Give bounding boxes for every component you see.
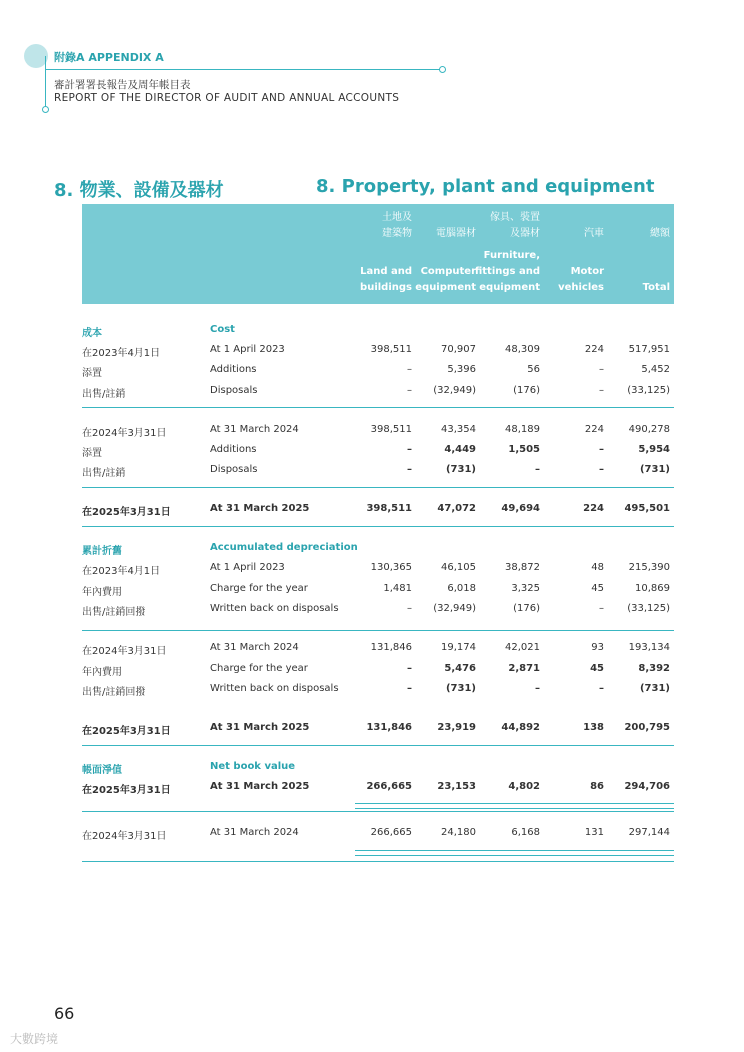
watermark: 大數跨境 [10, 1032, 59, 1046]
table-cell: 3,325 [511, 583, 540, 594]
row-label-en: Cost [210, 324, 235, 335]
row-label-en: At 31 March 2025 [210, 722, 310, 733]
table-cell: 5,954 [638, 444, 670, 455]
table-cell: 138 [583, 722, 604, 733]
table-cell: 24,180 [441, 827, 476, 838]
table-cell: (731) [445, 683, 476, 694]
table-cell: (32,949) [433, 385, 476, 396]
table-cell: 1,481 [383, 583, 412, 594]
row-label-zh: 在2024年3月31日 [82, 831, 167, 842]
table-cell: – [599, 444, 604, 455]
table-cell: 131 [584, 827, 604, 838]
table-cell: 200,795 [624, 722, 670, 733]
header-horizontal-rule [45, 69, 441, 70]
table-cell: (33,125) [627, 603, 670, 614]
table-cell: 5,452 [641, 364, 670, 375]
table-cell: – [535, 683, 540, 694]
row-label-en: At 31 March 2025 [210, 781, 310, 792]
row-label-zh: 在2024年3月31日 [82, 428, 167, 439]
table-cell: – [535, 464, 540, 475]
table-cell: (731) [445, 464, 476, 475]
row-label-en: Additions [210, 444, 257, 455]
table-cell: 44,892 [501, 722, 540, 733]
table-cell: 49,694 [501, 503, 540, 514]
column-header-en: Motor vehicles [558, 266, 604, 293]
table-cell: 5,476 [444, 663, 476, 674]
table-header [82, 204, 674, 304]
table-rule [82, 487, 674, 488]
row-label-zh: 在2025年3月31日 [82, 507, 171, 518]
row-label-en: At 31 March 2024 [210, 827, 299, 838]
section-title-zh: 8. 物業、設備及器材 [54, 180, 224, 201]
table-cell: 23,153 [437, 781, 476, 792]
table-cell: (33,125) [627, 385, 670, 396]
table-cell: 86 [590, 781, 604, 792]
table-cell: 266,665 [370, 827, 412, 838]
row-label-zh: 在2025年3月31日 [82, 726, 171, 737]
table-cell: 8,392 [638, 663, 670, 674]
header-vertical-dot [42, 106, 49, 113]
table-rule [82, 861, 674, 862]
row-label-en: Net book value [210, 761, 296, 772]
double-underline [355, 850, 674, 851]
table-cell: 5,396 [447, 364, 476, 375]
table-cell: 224 [584, 344, 604, 355]
table-cell: 398,511 [366, 503, 412, 514]
table-cell: (731) [639, 683, 670, 694]
row-label-zh: 出售/註銷回撥 [82, 607, 146, 618]
table-cell: 517,951 [628, 344, 670, 355]
table-cell: (176) [513, 603, 540, 614]
table-cell: 266,665 [366, 781, 412, 792]
table-rule [82, 526, 674, 527]
row-label-en: Disposals [210, 385, 258, 396]
table-cell: 93 [591, 642, 604, 653]
column-header-en: Computer equipment [415, 266, 476, 293]
table-cell: 23,919 [437, 722, 476, 733]
column-header-en: Total [642, 282, 670, 293]
row-label-zh: 在2024年3月31日 [82, 646, 167, 657]
table-cell: 38,872 [505, 562, 540, 573]
table-cell: 19,174 [441, 642, 476, 653]
header-report-title-en: REPORT OF THE DIRECTOR OF AUDIT AND ANNUAL ACCOUNTS [54, 92, 400, 104]
table-cell: 297,144 [628, 827, 670, 838]
table-cell: – [407, 603, 412, 614]
row-label-en: At 31 March 2024 [210, 642, 299, 653]
row-label-zh: 添置 [82, 448, 102, 459]
section-title-en: 8. Property, plant and equipment [316, 176, 655, 197]
table-cell: 48 [591, 562, 604, 573]
row-label-zh: 出售/註銷 [82, 389, 126, 400]
column-header-zh: 汽車 [584, 228, 604, 239]
row-label-zh: 在2023年4月1日 [82, 566, 161, 577]
row-label-zh: 出售/註銷回撥 [82, 687, 146, 698]
table-cell: 398,511 [370, 424, 412, 435]
table-cell: – [407, 663, 412, 674]
table-cell: – [599, 464, 604, 475]
table-cell: – [599, 364, 604, 375]
row-label-en: At 31 March 2024 [210, 424, 299, 435]
table-cell: 1,505 [508, 444, 540, 455]
table-cell: – [599, 683, 604, 694]
row-label-zh: 在2025年3月31日 [82, 785, 171, 796]
row-label-zh: 在2023年4月1日 [82, 348, 161, 359]
double-underline [355, 808, 674, 809]
row-label-zh: 累計折舊 [82, 546, 122, 557]
table-cell: (176) [513, 385, 540, 396]
table-rule [82, 407, 674, 408]
table-cell: 6,018 [447, 583, 476, 594]
table-rule [82, 630, 674, 631]
table-rule [82, 745, 674, 746]
table-cell: 45 [591, 583, 604, 594]
table-cell: 224 [584, 424, 604, 435]
table-cell: 10,869 [635, 583, 670, 594]
row-label-zh: 年內費用 [82, 587, 122, 598]
table-cell: – [407, 385, 412, 396]
row-label-en: Written back on disposals [210, 683, 339, 694]
table-rule [82, 811, 674, 812]
header-horizontal-dot [439, 66, 446, 73]
row-label-en: Accumulated depreciation [210, 542, 358, 553]
table-cell: – [599, 603, 604, 614]
table-cell: – [599, 385, 604, 396]
row-label-en: Additions [210, 364, 257, 375]
table-cell: 131,846 [366, 722, 412, 733]
row-label-zh: 添置 [82, 368, 102, 379]
table-cell: 46,105 [441, 562, 476, 573]
table-cell: 47,072 [437, 503, 476, 514]
header-report-title-zh: 審計署署長報告及周年帳目表 [54, 79, 191, 91]
column-header-en: Furniture, fittings and equipment [474, 250, 540, 293]
table-cell: 48,309 [505, 344, 540, 355]
table-cell: 43,354 [441, 424, 476, 435]
table-cell: 45 [590, 663, 604, 674]
row-label-en: At 31 March 2025 [210, 503, 310, 514]
table-cell: – [407, 364, 412, 375]
row-label-en: Written back on disposals [210, 603, 339, 614]
header-vertical-rule [45, 56, 46, 108]
row-label-zh: 出售/註銷 [82, 468, 126, 479]
column-header-zh: 土地及 建築物 [382, 212, 412, 239]
table-cell: 6,168 [511, 827, 540, 838]
table-cell: – [407, 464, 412, 475]
table-cell: 4,802 [508, 781, 540, 792]
table-cell: 4,449 [444, 444, 476, 455]
table-cell: 215,390 [628, 562, 670, 573]
table-cell: 70,907 [441, 344, 476, 355]
double-underline [355, 855, 674, 856]
table-cell: – [407, 444, 412, 455]
table-cell: 130,365 [370, 562, 412, 573]
column-header-zh: 傢具、裝置 及器材 [490, 212, 540, 239]
table-cell: 193,134 [628, 642, 670, 653]
column-header-en: Land and buildings [360, 266, 412, 293]
table-cell: 2,871 [508, 663, 540, 674]
row-label-zh: 帳面淨值 [82, 765, 122, 776]
header-appendix: 附錄A APPENDIX A [54, 51, 164, 64]
table-cell: 398,511 [370, 344, 412, 355]
table-cell: 294,706 [624, 781, 670, 792]
table-cell: 495,501 [624, 503, 670, 514]
row-label-en: At 1 April 2023 [210, 344, 285, 355]
row-label-zh: 成本 [82, 328, 102, 339]
page-number: 66 [54, 1004, 75, 1023]
row-label-zh: 年內費用 [82, 667, 122, 678]
row-label-en: Disposals [210, 464, 258, 475]
table-cell: 56 [527, 364, 540, 375]
table-cell: 42,021 [505, 642, 540, 653]
table-cell: – [407, 683, 412, 694]
table-cell: 131,846 [370, 642, 412, 653]
row-label-en: Charge for the year [210, 583, 308, 594]
row-label-en: At 1 April 2023 [210, 562, 285, 573]
table-cell: (32,949) [433, 603, 476, 614]
row-label-en: Charge for the year [210, 663, 308, 674]
double-underline [355, 803, 674, 804]
table-cell: 490,278 [628, 424, 670, 435]
table-cell: (731) [639, 464, 670, 475]
column-header-zh: 電腦器材 [436, 228, 476, 239]
table-cell: 48,189 [505, 424, 540, 435]
column-header-zh: 總額 [650, 228, 670, 239]
table-cell: 224 [583, 503, 604, 514]
